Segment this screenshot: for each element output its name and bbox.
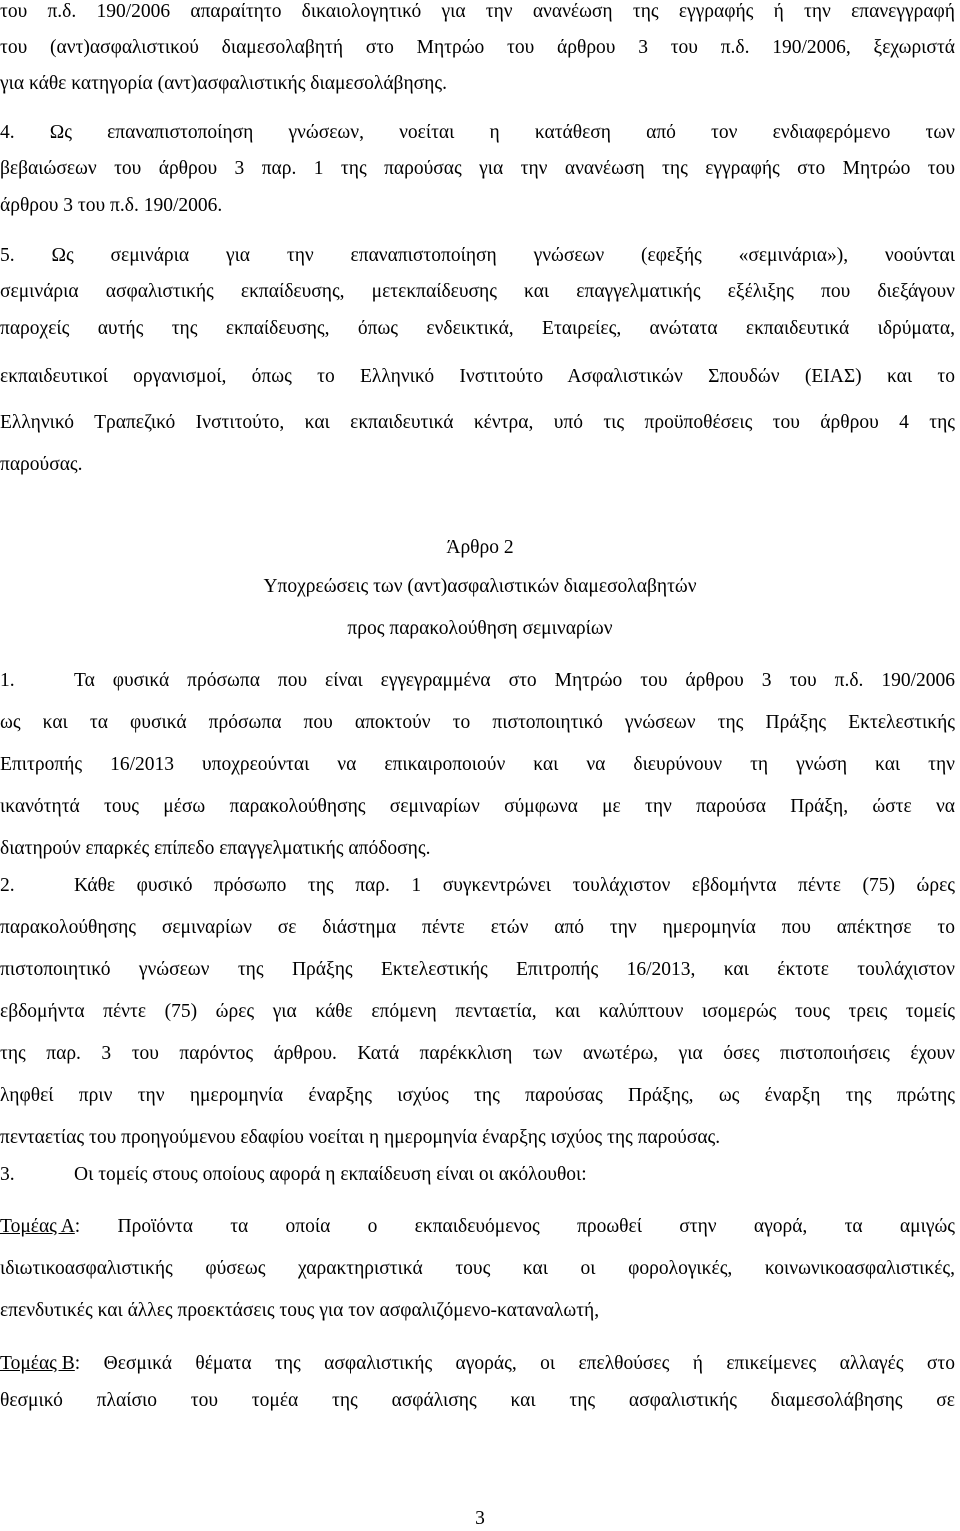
text-line: Επιτροπής 16/2013 υποχρεούνται να επικαιροποιούν και να διευρύνουν τη γνώση και την: [0, 754, 955, 775]
sector-a-label: Τομέας Α: [0, 1216, 75, 1237]
text-line: επενδυτικές και άλλες προεκτάσεις τους για τον ασφαλιζόμενο-καταναλωτή,: [0, 1300, 600, 1321]
page-number: 3: [475, 1508, 485, 1529]
article-title: Υποχρεώσεις των (αντ)ασφαλιστικών διαμεσολαβητών: [263, 576, 697, 597]
text-line: πενταετίας του προηγούμενου εδαφίου νοείται η ημερομηνία έναρξης ισχύος της παρούσας.: [0, 1127, 721, 1148]
text-line: ιδιωτικοασφαλιστικής φύσεως χαρακτηριστικά τους και οι φορολογικές, κοινωνικοασφαλιστικές,: [0, 1258, 955, 1279]
text-line: ως και τα φυσικά πρόσωπα που αποκτούν το πιστοποιητικό γνώσεων της Πράξης Εκτελεστικής: [0, 712, 955, 733]
text-line: διατηρούν επαρκές επίπεδο επαγγελματικής απόδοσης.: [0, 838, 431, 859]
item-number: 2.: [0, 875, 15, 896]
article-heading: Άρθρο 2: [446, 537, 514, 558]
text-line: εκπαιδευτικοί οργανισμοί, όπως το Ελληνικό Ινστιτούτο Ασφαλιστικών Σπουδών (ΕΙΑΣ) και το: [0, 366, 955, 387]
text-line: Κάθε φυσικό πρόσωπο της παρ. 1 συγκεντρώνει τουλάχιστον εβδομήντα πέντε (75) ώρες: [74, 875, 955, 896]
text-line: της παρ. 3 του παρόντος άρθρου. Κατά παρέκκλιση των ανωτέρω, για όσες πιστοποιήσεις έχουν: [0, 1043, 955, 1064]
sector-a-line: [0, 1215, 955, 1239]
text-line: Ελληνικό Τραπεζικό Ινστιτούτο, και εκπαιδευτικά κέντρα, υπό τις προϋποθέσεις του άρθρου 4 της: [0, 412, 955, 433]
item-number: 3.: [0, 1164, 15, 1185]
text-line: ικανότητά τους μέσω παρακολούθησης σεμιναρίων σύμφωνα με την παρούσα Πράξη, ώστε να: [0, 796, 955, 817]
text-line: παρακολούθησης σεμιναρίων σε διάστημα πέντε ετών από την ημερομηνία που απέκτησε το: [0, 917, 955, 938]
text-line: σεμινάρια ασφαλιστικής εκπαίδευσης, μετεκπαίδευσης και επαγγελματικής εξέλιξης που διεξάγουν: [0, 281, 955, 302]
text-line: εβδομήντα πέντε (75) ώρες για κάθε επόμενη πενταετία, και καλύπτουν ισομερώς τους τρεις τομείς: [0, 1001, 955, 1022]
sector-b-line: [0, 1352, 955, 1376]
text-line: Τα φυσικά πρόσωπα που είναι εγγεγραμμένα στο Μητρώο του άρθρου 3 του π.δ. 190/2006: [74, 670, 955, 691]
text-line: 5. Ως σεμινάρια για την επαναπιστοποίηση γνώσεων (εφεξής «σεμινάρια»), νοούνται: [0, 245, 955, 266]
text-line: ληφθεί πριν την ημερομηνία έναρξης ισχύος της παρούσας Πράξης, ως έναρξη της πρώτης: [0, 1085, 955, 1106]
text-line: : Θεσμικά θέματα της ασφαλιστικής αγοράς, οι επελθούσες ή επικείμενες αλλαγές στο: [74, 1353, 955, 1374]
text-line: του (αντ)ασφαλιστικού διαμεσολαβητή στο Μητρώο του άρθρου 3 του π.δ. 190/2006, ξεχωριστά: [0, 37, 955, 58]
text-line: : Προϊόντα τα οποία ο εκπαιδευόμενος προωθεί στην αγορά, τα αμιγώς: [74, 1216, 955, 1237]
text-line: Οι τομείς στους οποίους αφορά η εκπαίδευση είναι οι ακόλουθοι:: [74, 1164, 587, 1185]
text-line: 4. Ως επαναπιστοποίηση γνώσεων, νοείται η κατάθεση από τον ενδιαφερόμενο των: [0, 122, 955, 143]
text-line: για κάθε κατηγορία (αντ)ασφαλιστικής διαμεσολάβησης.: [0, 73, 447, 94]
text-line: άρθρου 3 του π.δ. 190/2006.: [0, 195, 223, 216]
text-line: παρούσας.: [0, 454, 83, 475]
text-line: θεσμικό πλαίσιο του τομέα της ασφάλισης και της ασφαλιστικής διαμεσολάβησης σε: [0, 1390, 955, 1411]
text-line: παροχείς αυτής της εκπαίδευσης, όπως ενδεικτικά, Εταιρείες, ανώτατα εκπαιδευτικά ιδρύματα,: [0, 318, 955, 339]
article-title: προς παρακολούθηση σεμιναρίων: [347, 618, 613, 639]
text-line: βεβαιώσεων του άρθρου 3 παρ. 1 της παρούσας για την ανανέωση της εγγραφής στο Μητρώο του: [0, 158, 955, 179]
text-line: πιστοποιητικό γνώσεων της Πράξης Εκτελεστικής Επιτροπής 16/2013, και έκτοτε τουλάχιστον: [0, 959, 955, 980]
text-line: του π.δ. 190/2006 απαραίτητο δικαιολογητικό για την ανανέωση της εγγραφής ή την επανεγγραφή: [0, 1, 955, 22]
item-number: 1.: [0, 670, 15, 691]
sector-b-label: Τομέας Β: [0, 1353, 75, 1374]
